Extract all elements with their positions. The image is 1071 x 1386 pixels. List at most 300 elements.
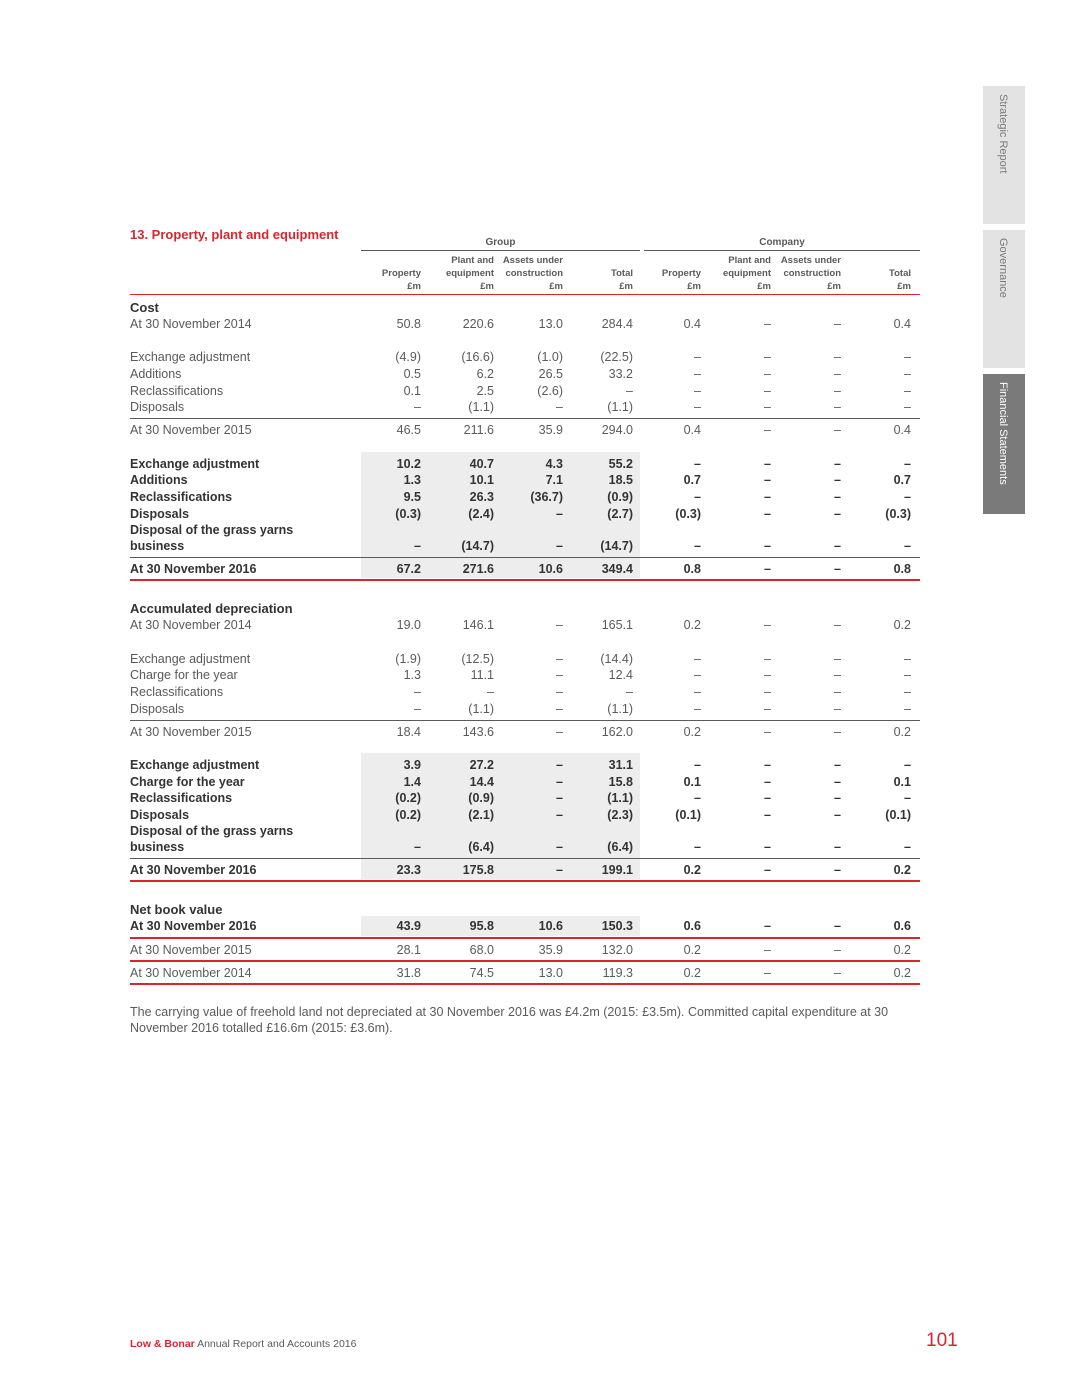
table-rule bbox=[130, 579, 920, 581]
table-cell: 119.3 bbox=[602, 966, 633, 980]
table-cell: (1.1) bbox=[607, 791, 633, 805]
table-cell: (22.5) bbox=[600, 350, 633, 364]
table-cell: – bbox=[764, 652, 771, 666]
table-cell: – bbox=[834, 919, 841, 933]
table-cell: – bbox=[694, 840, 701, 854]
table-cell: – bbox=[834, 618, 841, 632]
table-cell: – bbox=[764, 808, 771, 822]
table-cell: – bbox=[834, 400, 841, 414]
table-cell: 0.2 bbox=[683, 966, 701, 980]
row-label: Charge for the year bbox=[130, 775, 245, 789]
table-cell: 10.6 bbox=[538, 562, 563, 576]
table-cell: (36.7) bbox=[530, 490, 563, 504]
table-row bbox=[0, 561, 1071, 577]
table-cell: – bbox=[556, 668, 563, 682]
table-cell: 0.4 bbox=[893, 423, 911, 437]
column-header-line1: Assets under bbox=[502, 255, 563, 266]
table-cell: 0.1 bbox=[683, 775, 701, 789]
table-cell: – bbox=[904, 384, 911, 398]
table-cell: – bbox=[694, 400, 701, 414]
table-cell: – bbox=[834, 702, 841, 716]
table-cell: 0.2 bbox=[893, 966, 911, 980]
row-label: Exchange adjustment bbox=[130, 457, 260, 471]
table-cell: 0.5 bbox=[403, 367, 421, 381]
table-row bbox=[0, 823, 1071, 839]
table-cell: – bbox=[904, 367, 911, 381]
table-row bbox=[0, 300, 1071, 316]
table-row bbox=[0, 902, 1071, 918]
table-cell: – bbox=[834, 350, 841, 364]
table-cell: – bbox=[556, 400, 563, 414]
table-cell: – bbox=[764, 562, 771, 576]
table-cell: – bbox=[834, 775, 841, 789]
column-header-line2: Property bbox=[661, 268, 701, 279]
table-cell: 14.4 bbox=[469, 775, 494, 789]
table-cell: – bbox=[694, 384, 701, 398]
column-header-3 bbox=[563, 254, 633, 293]
tab-label: Strategic Report bbox=[997, 94, 1009, 174]
row-label: At 30 November 2015 bbox=[130, 423, 252, 437]
table-cell: – bbox=[764, 919, 771, 933]
column-header-0 bbox=[351, 254, 421, 293]
table-cell: – bbox=[764, 539, 771, 553]
table-rule bbox=[130, 960, 920, 962]
table-row bbox=[0, 522, 1071, 538]
table-cell: – bbox=[834, 758, 841, 772]
row-label: Exchange adjustment bbox=[130, 758, 260, 772]
table-row bbox=[0, 667, 1071, 683]
table-cell: – bbox=[834, 490, 841, 504]
table-cell: – bbox=[764, 758, 771, 772]
table-cell: – bbox=[694, 367, 701, 381]
table-row bbox=[0, 774, 1071, 790]
table-row bbox=[0, 807, 1071, 823]
table-cell: 11.1 bbox=[470, 668, 494, 682]
table-cell: (1.1) bbox=[607, 400, 633, 414]
table-cell: – bbox=[834, 652, 841, 666]
table-cell: – bbox=[764, 423, 771, 437]
table-cell: – bbox=[694, 668, 701, 682]
table-row bbox=[0, 601, 1071, 617]
table-cell: 175.8 bbox=[462, 863, 494, 877]
table-cell: – bbox=[834, 562, 841, 576]
table-cell: – bbox=[834, 685, 841, 699]
row-label: Disposal of the grass yarns bbox=[130, 523, 294, 537]
table-cell: – bbox=[904, 840, 911, 854]
table-cell: – bbox=[764, 507, 771, 521]
column-header-line2: equipment bbox=[445, 268, 494, 279]
table-rule bbox=[130, 937, 920, 939]
table-cell: – bbox=[556, 685, 563, 699]
table-row bbox=[0, 383, 1071, 399]
row-label: Additions bbox=[130, 367, 182, 381]
company-header-rule bbox=[644, 250, 920, 251]
row-label: Disposals bbox=[130, 400, 185, 414]
table-cell: – bbox=[904, 490, 911, 504]
table-cell: 0.2 bbox=[683, 943, 701, 957]
column-header-unit: £m bbox=[619, 281, 633, 292]
table-row bbox=[0, 538, 1071, 554]
footer bbox=[130, 1338, 356, 1350]
row-label: At 30 November 2015 bbox=[130, 725, 252, 739]
table-row bbox=[0, 366, 1071, 382]
column-header-line2: Total bbox=[889, 268, 911, 279]
table-cell: – bbox=[904, 702, 911, 716]
table-cell: – bbox=[556, 791, 563, 805]
column-header-line2: equipment bbox=[722, 268, 771, 279]
column-header-line1 bbox=[563, 254, 633, 267]
table-cell: – bbox=[834, 668, 841, 682]
table-cell: 162.0 bbox=[601, 725, 633, 739]
group-header-rule bbox=[361, 250, 640, 251]
table-cell: 0.4 bbox=[683, 423, 701, 437]
table-cell: – bbox=[764, 791, 771, 805]
table-cell: – bbox=[764, 384, 771, 398]
table-row bbox=[0, 399, 1071, 415]
table-cell: (0.3) bbox=[395, 507, 421, 521]
table-cell: 35.9 bbox=[538, 943, 563, 957]
table-cell: – bbox=[556, 863, 563, 877]
table-cell: 23.3 bbox=[396, 863, 421, 877]
row-label: At 30 November 2016 bbox=[130, 919, 257, 933]
table-row bbox=[0, 617, 1071, 633]
row-label: Disposals bbox=[130, 808, 190, 822]
row-label: Charge for the year bbox=[130, 668, 238, 682]
footer-text: Annual Report and Accounts 2016 bbox=[197, 1338, 357, 1350]
table-cell: – bbox=[764, 966, 771, 980]
tab-label: Financial Statements bbox=[997, 382, 1009, 485]
table-cell: 26.3 bbox=[469, 490, 494, 504]
table-cell: – bbox=[694, 791, 701, 805]
table-cell: – bbox=[834, 317, 841, 331]
table-cell: 271.6 bbox=[462, 562, 494, 576]
table-cell: – bbox=[904, 758, 911, 772]
table-cell: 18.4 bbox=[396, 725, 421, 739]
table-cell: 50.8 bbox=[396, 317, 421, 331]
table-cell: – bbox=[764, 702, 771, 716]
column-header-line1 bbox=[351, 254, 421, 267]
table-cell: – bbox=[556, 725, 563, 739]
column-header-unit: £m bbox=[687, 281, 701, 292]
row-label: Disposals bbox=[130, 702, 185, 716]
table-cell: 0.6 bbox=[683, 919, 701, 933]
table-cell: 1.3 bbox=[403, 668, 421, 682]
table-cell: – bbox=[694, 758, 701, 772]
column-header-7 bbox=[841, 254, 911, 293]
table-cell: 33.2 bbox=[608, 367, 633, 381]
table-cell: – bbox=[764, 400, 771, 414]
table-cell: – bbox=[487, 685, 494, 699]
table-cell: – bbox=[904, 791, 911, 805]
row-label: At 30 November 2014 bbox=[130, 966, 252, 980]
table-cell: – bbox=[556, 652, 563, 666]
table-cell: – bbox=[626, 384, 633, 398]
table-cell: 0.7 bbox=[683, 473, 701, 487]
table-cell: 284.4 bbox=[601, 317, 633, 331]
table-cell: (0.9) bbox=[607, 490, 633, 504]
table-cell: – bbox=[904, 539, 911, 553]
table-row bbox=[0, 316, 1071, 332]
row-label: At 30 November 2014 bbox=[130, 618, 252, 632]
table-cell: – bbox=[764, 725, 771, 739]
column-header-line1 bbox=[631, 254, 701, 267]
table-cell: 199.1 bbox=[601, 863, 633, 877]
table-cell: (14.4) bbox=[600, 652, 633, 666]
table-rule bbox=[130, 858, 920, 859]
table-rule bbox=[130, 557, 920, 558]
column-header-line2: Property bbox=[381, 268, 421, 279]
table-rule bbox=[130, 983, 920, 985]
row-label: business bbox=[130, 539, 185, 553]
table-cell: 220.6 bbox=[462, 317, 494, 331]
table-cell: – bbox=[834, 473, 841, 487]
column-header-line1: Plant and bbox=[451, 255, 494, 266]
table-row bbox=[0, 918, 1071, 934]
table-cell: – bbox=[834, 840, 841, 854]
table-cell: 2.5 bbox=[476, 384, 494, 398]
table-cell: – bbox=[556, 808, 563, 822]
table-cell: 40.7 bbox=[469, 457, 494, 471]
row-label: At 30 November 2014 bbox=[130, 317, 252, 331]
table-cell: 0.6 bbox=[893, 919, 911, 933]
table-cell: – bbox=[556, 702, 563, 716]
table-cell: 19.0 bbox=[396, 618, 421, 632]
table-cell: – bbox=[764, 490, 771, 504]
table-cell: 46.5 bbox=[396, 423, 421, 437]
column-header-unit: £m bbox=[407, 281, 421, 292]
table-cell: – bbox=[414, 539, 421, 553]
table-cell: (0.2) bbox=[395, 808, 421, 822]
table-cell: (1.1) bbox=[468, 702, 494, 716]
table-cell: – bbox=[834, 507, 841, 521]
column-header-unit: £m bbox=[897, 281, 911, 292]
table-cell: – bbox=[414, 702, 421, 716]
table-cell: 165.1 bbox=[601, 618, 633, 632]
column-header-unit: £m bbox=[549, 281, 563, 292]
table-cell: – bbox=[834, 943, 841, 957]
row-label: Disposals bbox=[130, 507, 190, 521]
table-cell: 10.1 bbox=[469, 473, 494, 487]
table-cell: – bbox=[556, 618, 563, 632]
table-cell: – bbox=[556, 539, 563, 553]
table-cell: 0.2 bbox=[893, 863, 911, 877]
table-row bbox=[0, 790, 1071, 806]
table-cell: 0.2 bbox=[893, 943, 911, 957]
table-rule bbox=[130, 418, 920, 419]
table-cell: – bbox=[414, 400, 421, 414]
table-cell: – bbox=[694, 702, 701, 716]
table-cell: (2.3) bbox=[607, 808, 633, 822]
table-cell: 0.8 bbox=[893, 562, 911, 576]
table-cell: 0.4 bbox=[683, 317, 701, 331]
table-cell: (4.9) bbox=[395, 350, 421, 364]
table-cell: – bbox=[764, 840, 771, 854]
brand-name: Low & Bonar bbox=[130, 1338, 195, 1350]
table-cell: 10.2 bbox=[396, 457, 421, 471]
table-cell: 0.2 bbox=[893, 618, 911, 632]
column-header-line1: Assets under bbox=[780, 255, 841, 266]
table-cell: (0.3) bbox=[675, 507, 701, 521]
table-cell: – bbox=[764, 668, 771, 682]
table-cell: – bbox=[414, 840, 421, 854]
table-cell: 13.0 bbox=[538, 966, 563, 980]
column-header-unit: £m bbox=[827, 281, 841, 292]
table-cell: 43.9 bbox=[396, 919, 421, 933]
table-cell: 0.2 bbox=[683, 725, 701, 739]
row-label: Reclassifications bbox=[130, 685, 224, 699]
table-cell: 1.3 bbox=[403, 473, 421, 487]
table-cell: – bbox=[764, 863, 771, 877]
table-cell: 0.8 bbox=[683, 562, 701, 576]
table-cell: (0.3) bbox=[885, 507, 911, 521]
table-cell: 10.6 bbox=[538, 919, 563, 933]
column-header-1 bbox=[424, 254, 494, 293]
table-cell: (0.1) bbox=[675, 808, 701, 822]
company-header: Company bbox=[759, 237, 805, 248]
table-row bbox=[0, 472, 1071, 488]
table-cell: 211.6 bbox=[463, 423, 494, 437]
table-cell: – bbox=[834, 808, 841, 822]
table-cell: 18.5 bbox=[608, 473, 633, 487]
row-label: Reclassifications bbox=[130, 384, 224, 398]
section-title: 13. Property, plant and equipment bbox=[130, 227, 339, 242]
table-cell: 4.3 bbox=[545, 457, 563, 471]
table-cell: (1.0) bbox=[537, 350, 563, 364]
table-cell: – bbox=[834, 791, 841, 805]
footnote: The carrying value of freehold land not depreciated at 30 November 2016 was £4.2m (2015: £3.5m). Committed capital expenditure at 30 November 2016 totalled £16.6m (2015: £3.6m). bbox=[130, 1005, 889, 1035]
group-header: Group bbox=[485, 237, 516, 248]
row-label: Additions bbox=[130, 473, 188, 487]
table-cell: 26.5 bbox=[538, 367, 563, 381]
table-cell: 0.2 bbox=[683, 863, 701, 877]
table-cell: – bbox=[556, 758, 563, 772]
row-label: At 30 November 2016 bbox=[130, 562, 257, 576]
table-cell: – bbox=[764, 618, 771, 632]
table-row bbox=[0, 506, 1071, 522]
table-cell: – bbox=[904, 652, 911, 666]
table-cell: – bbox=[694, 457, 701, 471]
table-cell: 31.8 bbox=[396, 966, 421, 980]
table-cell: (0.1) bbox=[885, 808, 911, 822]
table-cell: 31.1 bbox=[608, 758, 633, 772]
table-cell: (1.1) bbox=[468, 400, 494, 414]
table-cell: – bbox=[834, 725, 841, 739]
table-cell: – bbox=[556, 507, 563, 521]
table-cell: 0.2 bbox=[683, 618, 701, 632]
table-cell: 294.0 bbox=[601, 423, 633, 437]
table-cell: 0.1 bbox=[893, 775, 911, 789]
table-cell: (14.7) bbox=[600, 539, 633, 553]
table-cell: 349.4 bbox=[601, 562, 633, 576]
table-cell: – bbox=[834, 539, 841, 553]
table-cell: – bbox=[556, 775, 563, 789]
row-label: Cost bbox=[130, 300, 159, 315]
table-row bbox=[0, 651, 1071, 667]
column-header-line2: Total bbox=[611, 268, 633, 279]
table-cell: – bbox=[904, 685, 911, 699]
table-cell: 0.2 bbox=[893, 725, 911, 739]
table-cell: (0.2) bbox=[395, 791, 421, 805]
row-label: At 30 November 2015 bbox=[130, 943, 252, 957]
table-row bbox=[0, 724, 1071, 740]
column-header-unit: £m bbox=[480, 281, 494, 292]
table-cell: – bbox=[834, 457, 841, 471]
table-cell: 12.4 bbox=[608, 668, 633, 682]
table-cell: 6.2 bbox=[476, 367, 494, 381]
table-cell: – bbox=[694, 539, 701, 553]
table-cell: – bbox=[904, 457, 911, 471]
table-cell: (6.4) bbox=[607, 840, 633, 854]
table-cell: – bbox=[904, 668, 911, 682]
row-label: Exchange adjustment bbox=[130, 652, 251, 666]
table-cell: – bbox=[764, 350, 771, 364]
table-cell: 1.4 bbox=[403, 775, 421, 789]
table-cell: 150.3 bbox=[601, 919, 633, 933]
table-cell: 28.1 bbox=[396, 943, 421, 957]
table-cell: – bbox=[764, 775, 771, 789]
table-cell: (12.5) bbox=[461, 652, 494, 666]
table-cell: – bbox=[904, 400, 911, 414]
tab-governance[interactable] bbox=[983, 230, 1025, 368]
table-cell: 68.0 bbox=[469, 943, 494, 957]
column-header-4 bbox=[631, 254, 701, 293]
table-row bbox=[0, 965, 1071, 981]
table-cell: – bbox=[764, 367, 771, 381]
table-cell: 143.6 bbox=[462, 725, 494, 739]
row-label: At 30 November 2016 bbox=[130, 863, 257, 877]
row-label: Exchange adjustment bbox=[130, 350, 251, 364]
table-cell: (1.1) bbox=[607, 702, 633, 716]
table-cell: 74.5 bbox=[469, 966, 494, 980]
table-cell: 35.9 bbox=[538, 423, 563, 437]
table-cell: 132.0 bbox=[601, 943, 633, 957]
table-cell: 0.1 bbox=[403, 384, 421, 398]
table-row bbox=[0, 757, 1071, 773]
table-cell: 27.2 bbox=[469, 758, 494, 772]
table-cell: – bbox=[694, 490, 701, 504]
table-cell: 9.5 bbox=[403, 490, 421, 504]
table-cell: – bbox=[694, 652, 701, 666]
table-cell: 7.1 bbox=[545, 473, 563, 487]
table-row bbox=[0, 456, 1071, 472]
row-label: Disposal of the grass yarns bbox=[130, 824, 294, 838]
tab-strategic-report[interactable] bbox=[983, 86, 1025, 224]
table-cell: (14.7) bbox=[461, 539, 494, 553]
table-cell: – bbox=[556, 840, 563, 854]
table-cell: – bbox=[764, 943, 771, 957]
table-cell: 146.1 bbox=[462, 618, 494, 632]
table-cell: – bbox=[626, 685, 633, 699]
column-header-2 bbox=[493, 254, 563, 293]
table-cell: 55.2 bbox=[608, 457, 633, 471]
table-row bbox=[0, 489, 1071, 505]
table-row bbox=[0, 862, 1071, 878]
table-cell: – bbox=[764, 473, 771, 487]
table-cell: (16.6) bbox=[461, 350, 494, 364]
table-cell: – bbox=[834, 367, 841, 381]
table-cell: 0.7 bbox=[893, 473, 911, 487]
column-header-5 bbox=[701, 254, 771, 293]
table-rule bbox=[130, 720, 920, 721]
table-cell: – bbox=[834, 863, 841, 877]
page-number: 101 bbox=[926, 1330, 958, 1351]
table-cell: 67.2 bbox=[396, 562, 421, 576]
tab-label: Governance bbox=[997, 238, 1009, 298]
table-cell: (2.7) bbox=[607, 507, 633, 521]
table-cell: – bbox=[764, 317, 771, 331]
table-cell: – bbox=[764, 457, 771, 471]
table-rule bbox=[130, 294, 920, 295]
